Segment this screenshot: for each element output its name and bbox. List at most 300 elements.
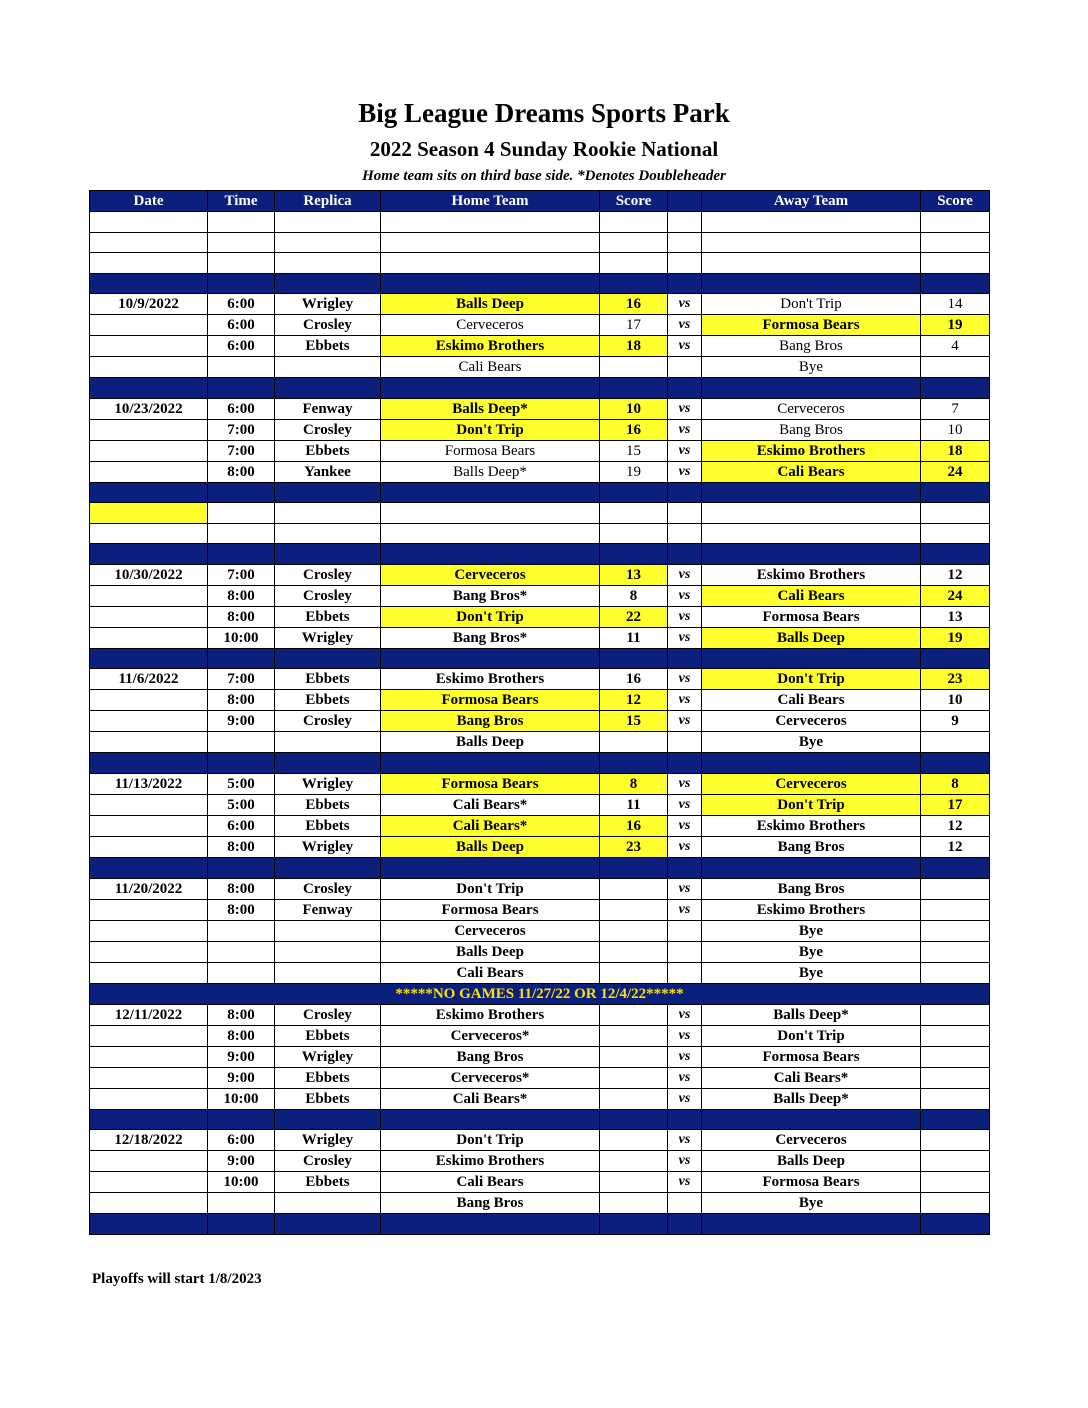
time-cell xyxy=(208,1193,275,1214)
date-cell xyxy=(90,837,208,858)
away-team-cell: Eskimo Brothers xyxy=(702,899,921,920)
away-score-cell xyxy=(921,1046,990,1067)
date-cell: 12/18/2022 xyxy=(90,1130,208,1151)
home-score-cell xyxy=(600,1067,668,1088)
table-row xyxy=(90,690,990,711)
table-row xyxy=(90,899,990,920)
empty-cell xyxy=(275,212,381,233)
replica-cell: Ebbets xyxy=(275,440,381,461)
home-score-cell: 16 xyxy=(600,669,668,690)
separator-cell xyxy=(702,753,921,774)
home-team-cell: Don't Trip xyxy=(381,419,600,440)
separator-cell xyxy=(668,1109,702,1130)
home-team-cell: Bang Bros xyxy=(381,1193,600,1214)
separator-row xyxy=(90,544,990,565)
empty-row xyxy=(90,523,990,544)
replica-cell: Ebbets xyxy=(275,336,381,357)
empty-cell xyxy=(702,503,921,524)
date-cell xyxy=(90,711,208,732)
separator-cell xyxy=(90,273,208,294)
time-cell: 8:00 xyxy=(208,461,275,482)
separator-cell xyxy=(921,544,990,565)
date-cell xyxy=(90,962,208,983)
separator-cell xyxy=(90,858,208,879)
away-team-cell: Bye xyxy=(702,357,921,378)
separator-cell xyxy=(600,858,668,879)
table-row xyxy=(90,461,990,482)
time-cell xyxy=(208,962,275,983)
vs-cell: vs xyxy=(668,1130,702,1151)
page-subtitle: 2022 Season 4 Sunday Rookie National xyxy=(369,137,719,161)
separator-cell xyxy=(208,648,275,669)
separator-cell xyxy=(921,482,990,503)
away-score-cell xyxy=(921,1172,990,1193)
time-cell: 8:00 xyxy=(208,878,275,899)
separator-cell xyxy=(921,273,990,294)
home-score-cell: 11 xyxy=(600,627,668,648)
replica-cell: Wrigley xyxy=(275,294,381,315)
replica-cell xyxy=(275,1193,381,1214)
away-team-cell: Balls Deep* xyxy=(702,1088,921,1109)
away-team-cell: Bang Bros xyxy=(702,878,921,899)
home-team-cell: Balls Deep xyxy=(381,294,600,315)
away-team-cell: Formosa Bears xyxy=(702,1172,921,1193)
away-score-cell: 10 xyxy=(921,690,990,711)
time-cell: 5:00 xyxy=(208,774,275,795)
vs-cell: vs xyxy=(668,419,702,440)
table-row xyxy=(90,294,990,315)
home-team-cell: Cali Bears* xyxy=(381,816,600,837)
separator-cell xyxy=(381,1214,600,1235)
time-cell: 6:00 xyxy=(208,336,275,357)
home-score-cell: 16 xyxy=(600,294,668,315)
col-vs-header xyxy=(668,191,702,212)
separator-cell xyxy=(381,753,600,774)
table-row xyxy=(90,816,990,837)
replica-cell: Yankee xyxy=(275,461,381,482)
vs-cell xyxy=(668,732,702,753)
time-cell: 7:00 xyxy=(208,419,275,440)
away-score-cell: 24 xyxy=(921,585,990,606)
table-row xyxy=(90,1025,990,1046)
away-score-cell: 23 xyxy=(921,669,990,690)
table-row xyxy=(90,774,990,795)
table-row xyxy=(90,627,990,648)
replica-cell: Crosley xyxy=(275,564,381,585)
replica-cell: Wrigley xyxy=(275,1046,381,1067)
vs-cell: vs xyxy=(668,1088,702,1109)
away-team-cell: Bye xyxy=(702,920,921,941)
home-score-cell: 8 xyxy=(600,774,668,795)
table-row xyxy=(90,1046,990,1067)
home-team-cell: Balls Deep* xyxy=(381,398,600,419)
home-team-cell: Eskimo Brothers xyxy=(381,1004,600,1025)
home-score-cell: 17 xyxy=(600,315,668,336)
away-score-cell: 19 xyxy=(921,627,990,648)
separator-cell xyxy=(275,753,381,774)
vs-cell: vs xyxy=(668,585,702,606)
vs-cell: vs xyxy=(668,315,702,336)
separator-cell xyxy=(275,1214,381,1235)
col-replica-header: Replica xyxy=(275,191,381,212)
separator-cell xyxy=(381,1109,600,1130)
table-row xyxy=(90,1151,990,1172)
separator-cell xyxy=(208,273,275,294)
away-score-cell: 10 xyxy=(921,419,990,440)
replica-cell: Ebbets xyxy=(275,1067,381,1088)
home-score-cell xyxy=(600,1046,668,1067)
time-cell: 8:00 xyxy=(208,585,275,606)
table-row xyxy=(90,711,990,732)
separator-cell xyxy=(381,648,600,669)
home-score-cell xyxy=(600,941,668,962)
vs-cell: vs xyxy=(668,899,702,920)
home-score-cell xyxy=(600,878,668,899)
replica-cell: Wrigley xyxy=(275,837,381,858)
empty-cell xyxy=(275,503,381,524)
separator-cell xyxy=(702,544,921,565)
empty-cell xyxy=(381,212,600,233)
away-team-cell: Bye xyxy=(702,962,921,983)
home-team-cell: Cali Bears xyxy=(381,962,600,983)
vs-cell: vs xyxy=(668,774,702,795)
home-score-cell xyxy=(600,1025,668,1046)
separator-cell xyxy=(600,1109,668,1130)
separator-cell xyxy=(702,1109,921,1130)
vs-cell: vs xyxy=(668,669,702,690)
vs-cell: vs xyxy=(668,1046,702,1067)
playoffs-note: Playoffs will start 1/8/2023 xyxy=(92,1271,262,1287)
away-team-cell: Don't Trip xyxy=(702,1025,921,1046)
away-team-cell: Bang Bros xyxy=(702,336,921,357)
separator-cell xyxy=(381,482,600,503)
table-row xyxy=(90,1067,990,1088)
home-team-cell: Don't Trip xyxy=(381,878,600,899)
date-cell xyxy=(90,795,208,816)
away-score-cell xyxy=(921,1151,990,1172)
separator-cell xyxy=(208,482,275,503)
home-team-cell: Balls Deep xyxy=(381,837,600,858)
date-cell: 10/23/2022 xyxy=(90,398,208,419)
time-cell: 6:00 xyxy=(208,816,275,837)
table-row xyxy=(90,336,990,357)
replica-cell: Crosley xyxy=(275,1004,381,1025)
empty-cell xyxy=(600,212,668,233)
time-cell: 10:00 xyxy=(208,1088,275,1109)
separator-cell xyxy=(600,753,668,774)
replica-cell xyxy=(275,962,381,983)
time-cell: 7:00 xyxy=(208,669,275,690)
separator-cell xyxy=(668,482,702,503)
date-cell: 10/30/2022 xyxy=(90,564,208,585)
separator-cell xyxy=(208,544,275,565)
away-team-cell: Eskimo Brothers xyxy=(702,440,921,461)
vs-cell xyxy=(668,357,702,378)
vs-cell: vs xyxy=(668,1151,702,1172)
away-score-cell xyxy=(921,962,990,983)
replica-cell: Crosley xyxy=(275,315,381,336)
separator-cell xyxy=(702,378,921,399)
date-cell xyxy=(90,1088,208,1109)
separator-cell xyxy=(668,753,702,774)
date-cell xyxy=(90,920,208,941)
page-title: Big League Dreams Sports Park xyxy=(358,98,730,128)
replica-cell: Ebbets xyxy=(275,1025,381,1046)
away-score-cell xyxy=(921,941,990,962)
vs-cell: vs xyxy=(668,711,702,732)
header-note: Home team sits on third base side. *Denotes Doubleheader xyxy=(362,168,726,184)
date-cell xyxy=(90,357,208,378)
vs-cell xyxy=(668,920,702,941)
empty-cell xyxy=(600,503,668,524)
home-team-cell: Bang Bros* xyxy=(381,627,600,648)
empty-cell xyxy=(921,523,990,544)
home-score-cell: 23 xyxy=(600,837,668,858)
away-score-cell: 12 xyxy=(921,837,990,858)
time-cell: 8:00 xyxy=(208,1025,275,1046)
empty-cell xyxy=(702,232,921,253)
table-row xyxy=(90,419,990,440)
table-row xyxy=(90,1004,990,1025)
table-row xyxy=(90,795,990,816)
vs-cell: vs xyxy=(668,690,702,711)
empty-cell xyxy=(208,253,275,274)
away-team-cell: Formosa Bears xyxy=(702,315,921,336)
separator-cell xyxy=(921,1214,990,1235)
replica-cell xyxy=(275,920,381,941)
date-cell xyxy=(90,440,208,461)
home-team-cell: Formosa Bears xyxy=(381,774,600,795)
separator-cell xyxy=(275,544,381,565)
home-team-cell: Bang Bros xyxy=(381,1046,600,1067)
time-cell: 10:00 xyxy=(208,627,275,648)
date-cell xyxy=(90,627,208,648)
empty-cell xyxy=(208,523,275,544)
away-score-cell xyxy=(921,1067,990,1088)
vs-cell: vs xyxy=(668,837,702,858)
col-away-score-header: Score xyxy=(921,191,990,212)
time-cell: 9:00 xyxy=(208,1046,275,1067)
separator-cell xyxy=(702,858,921,879)
away-team-cell: Cerveceros xyxy=(702,774,921,795)
date-cell xyxy=(90,1046,208,1067)
separator-cell xyxy=(381,378,600,399)
home-score-cell xyxy=(600,1004,668,1025)
replica-cell xyxy=(275,732,381,753)
empty-cell xyxy=(668,503,702,524)
home-score-cell: 22 xyxy=(600,606,668,627)
home-score-cell xyxy=(600,732,668,753)
away-score-cell: 17 xyxy=(921,795,990,816)
time-cell: 7:00 xyxy=(208,440,275,461)
separator-cell xyxy=(381,273,600,294)
away-score-cell: 18 xyxy=(921,440,990,461)
empty-cell xyxy=(90,503,208,524)
separator-cell xyxy=(275,858,381,879)
empty-cell xyxy=(600,253,668,274)
vs-cell: vs xyxy=(668,461,702,482)
vs-cell: vs xyxy=(668,294,702,315)
away-team-cell: Balls Deep xyxy=(702,1151,921,1172)
separator-cell xyxy=(275,1109,381,1130)
vs-cell: vs xyxy=(668,1004,702,1025)
away-score-cell: 19 xyxy=(921,315,990,336)
away-team-cell: Cali Bears* xyxy=(702,1067,921,1088)
replica-cell: Crosley xyxy=(275,711,381,732)
home-score-cell: 10 xyxy=(600,398,668,419)
separator-row xyxy=(90,1109,990,1130)
separator-cell xyxy=(275,648,381,669)
away-score-cell: 12 xyxy=(921,816,990,837)
empty-cell xyxy=(921,253,990,274)
empty-cell xyxy=(668,523,702,544)
separator-row xyxy=(90,753,990,774)
away-score-cell xyxy=(921,1130,990,1151)
time-cell: 9:00 xyxy=(208,1151,275,1172)
replica-cell xyxy=(275,941,381,962)
vs-cell: vs xyxy=(668,564,702,585)
separator-row xyxy=(90,1214,990,1235)
away-team-cell: Balls Deep xyxy=(702,627,921,648)
date-cell xyxy=(90,461,208,482)
away-team-cell: Cali Bears xyxy=(702,690,921,711)
table-row xyxy=(90,564,990,585)
replica-cell: Crosley xyxy=(275,585,381,606)
home-team-cell: Formosa Bears xyxy=(381,690,600,711)
home-team-cell: Formosa Bears xyxy=(381,440,600,461)
replica-cell: Crosley xyxy=(275,878,381,899)
table-row xyxy=(90,1130,990,1151)
date-cell: 11/6/2022 xyxy=(90,669,208,690)
table-row xyxy=(90,357,990,378)
replica-cell: Wrigley xyxy=(275,774,381,795)
separator-cell xyxy=(600,544,668,565)
away-score-cell xyxy=(921,1004,990,1025)
away-score-cell xyxy=(921,357,990,378)
separator-cell xyxy=(921,858,990,879)
home-score-cell xyxy=(600,1151,668,1172)
away-score-cell xyxy=(921,732,990,753)
empty-cell xyxy=(381,523,600,544)
empty-cell xyxy=(275,523,381,544)
empty-row xyxy=(90,503,990,524)
empty-cell xyxy=(702,253,921,274)
separator-cell xyxy=(668,544,702,565)
date-cell xyxy=(90,419,208,440)
schedule-table xyxy=(89,190,990,1235)
time-cell: 8:00 xyxy=(208,837,275,858)
replica-cell: Wrigley xyxy=(275,1130,381,1151)
replica-cell: Fenway xyxy=(275,398,381,419)
empty-cell xyxy=(90,232,208,253)
home-score-cell xyxy=(600,1172,668,1193)
away-team-cell: Eskimo Brothers xyxy=(702,816,921,837)
replica-cell: Crosley xyxy=(275,1151,381,1172)
home-team-cell: Cerveceros xyxy=(381,315,600,336)
separator-cell xyxy=(381,858,600,879)
replica-cell: Ebbets xyxy=(275,606,381,627)
table-row xyxy=(90,1193,990,1214)
vs-cell: vs xyxy=(668,795,702,816)
vs-cell: vs xyxy=(668,1025,702,1046)
replica-cell: Ebbets xyxy=(275,669,381,690)
separator-row xyxy=(90,378,990,399)
away-score-cell xyxy=(921,1193,990,1214)
empty-cell xyxy=(275,253,381,274)
home-score-cell: 15 xyxy=(600,440,668,461)
table-row xyxy=(90,941,990,962)
empty-cell xyxy=(668,232,702,253)
time-cell: 5:00 xyxy=(208,795,275,816)
replica-cell: Ebbets xyxy=(275,690,381,711)
separator-cell xyxy=(600,273,668,294)
date-cell: 12/11/2022 xyxy=(90,1004,208,1025)
replica-cell: Fenway xyxy=(275,899,381,920)
time-cell: 9:00 xyxy=(208,711,275,732)
col-home-team-header: Home Team xyxy=(381,191,600,212)
time-cell: 7:00 xyxy=(208,564,275,585)
table-row xyxy=(90,606,990,627)
vs-cell: vs xyxy=(668,440,702,461)
table-row xyxy=(90,398,990,419)
away-team-cell: Cerveceros xyxy=(702,1130,921,1151)
table-row xyxy=(90,920,990,941)
away-team-cell: Formosa Bears xyxy=(702,1046,921,1067)
date-cell xyxy=(90,1172,208,1193)
home-team-cell: Cerveceros xyxy=(381,920,600,941)
replica-cell: Ebbets xyxy=(275,795,381,816)
table-row xyxy=(90,669,990,690)
separator-cell xyxy=(921,753,990,774)
vs-cell xyxy=(668,1193,702,1214)
separator-cell xyxy=(668,273,702,294)
vs-cell: vs xyxy=(668,606,702,627)
empty-cell xyxy=(600,232,668,253)
away-score-cell xyxy=(921,1025,990,1046)
vs-cell: vs xyxy=(668,1067,702,1088)
away-score-cell xyxy=(921,899,990,920)
home-score-cell xyxy=(600,1088,668,1109)
separator-row xyxy=(90,273,990,294)
away-score-cell: 24 xyxy=(921,461,990,482)
separator-cell xyxy=(90,544,208,565)
home-score-cell: 16 xyxy=(600,816,668,837)
empty-cell xyxy=(921,212,990,233)
home-score-cell xyxy=(600,1130,668,1151)
separator-cell xyxy=(90,1214,208,1235)
away-team-cell: Eskimo Brothers xyxy=(702,564,921,585)
date-cell xyxy=(90,315,208,336)
away-score-cell xyxy=(921,920,990,941)
time-cell xyxy=(208,941,275,962)
home-team-cell: Bang Bros* xyxy=(381,585,600,606)
separator-cell xyxy=(90,1109,208,1130)
no-games-banner: *****NO GAMES 11/27/22 OR 12/4/22***** xyxy=(90,983,990,1004)
home-team-cell: Balls Deep xyxy=(381,941,600,962)
empty-row xyxy=(90,232,990,253)
home-team-cell: Balls Deep xyxy=(381,732,600,753)
away-team-cell: Bye xyxy=(702,732,921,753)
home-score-cell xyxy=(600,1193,668,1214)
home-score-cell: 12 xyxy=(600,690,668,711)
home-team-cell: Cali Bears* xyxy=(381,1088,600,1109)
home-team-cell: Cali Bears* xyxy=(381,795,600,816)
away-team-cell: Don't Trip xyxy=(702,294,921,315)
table-row xyxy=(90,1088,990,1109)
replica-cell: Ebbets xyxy=(275,1172,381,1193)
home-team-cell: Don't Trip xyxy=(381,606,600,627)
time-cell xyxy=(208,732,275,753)
